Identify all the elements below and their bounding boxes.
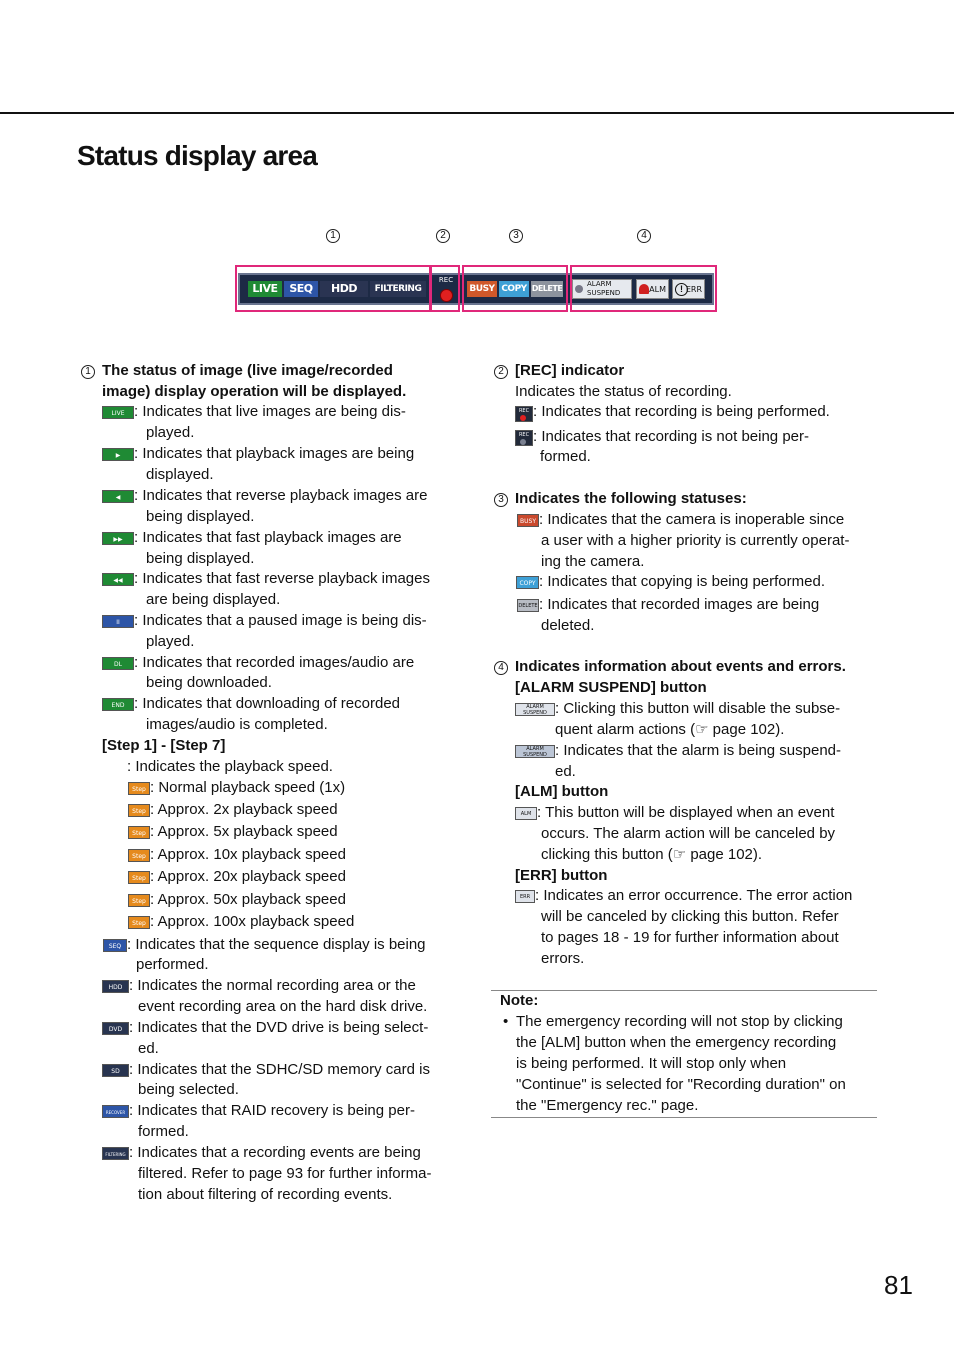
err-desc-l2: will be canceled by clicking this button. Refer: [541, 908, 839, 925]
step1-desc: : Normal playback speed (1x): [150, 779, 346, 796]
delete-desc-l1: : Indicates that recorded images are being: [539, 596, 820, 613]
delete-indicator: DELETE: [531, 281, 563, 297]
rec-on-desc: : Indicates that recording is being performed.: [533, 403, 830, 420]
alarm-suspend-desc2-l1: : Indicates that the alarm is being suspend-: [555, 742, 841, 759]
note-l3: is being performed. It will stop only when: [516, 1055, 787, 1072]
end-desc-l1: : Indicates that downloading of recorded: [134, 695, 401, 712]
seq-desc-l1: : Indicates that the sequence display is being: [127, 936, 426, 953]
pause-desc-l1: : Indicates that a paused image is being dis-: [134, 612, 427, 629]
step-heading: [Step 1] - [Step 7]: [102, 737, 226, 754]
alarm-suspend-icon: ALARM SUSPEND: [515, 703, 555, 716]
filtering-indicator: FILTERING: [370, 281, 426, 297]
copy-indicator: COPY: [499, 281, 529, 297]
note-top-rule: [491, 990, 877, 991]
live-desc-l1: : Indicates that live images are being dis-: [134, 403, 406, 420]
fast-reverse-icon: ◀◀: [102, 573, 134, 586]
header-rule: [0, 112, 954, 114]
step2-icon: Step: [128, 804, 150, 817]
highlight-frame-1: [235, 265, 431, 312]
seq-icon: SEQ: [103, 939, 127, 952]
step4-desc: : Approx. 10x playback speed: [150, 846, 346, 863]
err-desc-l3: to pages 18 - 19 for further information about: [541, 929, 839, 946]
fast-play-icon: ▶▶: [102, 532, 134, 545]
copy-desc: : Indicates that copying is being performed.: [539, 573, 825, 590]
alarm-suspend-desc2-l2: ed.: [555, 763, 576, 780]
step-desc: : Indicates the playback speed.: [127, 758, 333, 775]
hdd-icon: HDD: [102, 980, 129, 993]
seq-desc-l2: performed.: [136, 956, 209, 973]
err-icon: ERR: [515, 890, 535, 903]
error-icon: !: [675, 283, 688, 296]
highlight-frame-3: [462, 265, 568, 312]
err-desc-l1: : Indicates an error occurrence. The error action: [535, 887, 853, 904]
page-number: 81: [884, 1270, 913, 1300]
err-heading: [ERR] button: [515, 867, 608, 884]
alarm-suspend-desc1-l1: : Clicking this button will disable the subse-: [555, 700, 841, 717]
status-heading: Indicates the following statuses:: [515, 490, 747, 507]
raid-desc-l1: : Indicates that RAID recovery is being per-: [129, 1102, 415, 1119]
page-title: Status display area: [77, 140, 318, 171]
play-icon: ▶: [102, 448, 134, 461]
alm-button[interactable]: ALM: [636, 279, 669, 299]
rec-desc: Indicates the status of recording.: [515, 383, 732, 400]
rec-off-desc-l1: : Indicates that recording is not being per-: [533, 428, 809, 445]
busy-desc-l3: ing the camera.: [541, 553, 645, 570]
alarm-suspend-heading: [ALARM SUSPEND] button: [515, 679, 707, 696]
alm-desc-l3: clicking this button (☞ page 102).: [541, 846, 763, 863]
note-bullet: •: [503, 1013, 509, 1030]
note-l5: the "Emergency rec." page.: [516, 1097, 699, 1114]
hdd-desc-l2: event recording area on the hard disk drive.: [138, 998, 428, 1015]
step5-icon: Step: [128, 871, 150, 884]
busy-icon: BUSY: [517, 514, 539, 527]
events-heading: Indicates information about events and errors.: [515, 658, 846, 675]
highlight-frame-2: [430, 265, 460, 312]
alm-desc-l1: : This button will be displayed when an event: [537, 804, 835, 821]
sd-icon: SD: [102, 1064, 129, 1077]
note-heading: Note:: [500, 992, 539, 1009]
rec-off-desc-l2: formed.: [540, 448, 591, 465]
live-icon: LIVE: [102, 406, 134, 419]
alm-heading: [ALM] button: [515, 783, 609, 800]
step5-desc: : Approx. 20x playback speed: [150, 868, 346, 885]
step3-desc: : Approx. 5x playback speed: [150, 823, 338, 840]
highlight-frame-4: [570, 265, 717, 312]
reverse-desc-l1: : Indicates that reverse playback images are: [134, 487, 428, 504]
dl-desc-l2: being downloaded.: [146, 674, 272, 691]
rec-off-lamp-icon: [520, 439, 526, 445]
pause-icon: II: [102, 615, 134, 628]
callout-2: 2: [436, 229, 450, 243]
step6-icon: Step: [128, 894, 150, 907]
rec-on-icon: REC: [515, 406, 533, 422]
end-desc-l2: images/audio is completed.: [146, 716, 328, 733]
note-l1: The emergency recording will not stop by clicking: [516, 1013, 843, 1030]
reverse-play-icon: ◀: [102, 490, 134, 503]
alarm-suspended-icon: ALARM SUSPEND: [515, 745, 555, 758]
seq-indicator: SEQ: [284, 281, 318, 297]
fast-desc-l2: being displayed.: [146, 550, 255, 567]
hdd-indicator: HDD: [320, 281, 368, 297]
fast-reverse-desc-l2: are being displayed.: [146, 591, 281, 608]
pause-desc-l2: played.: [146, 633, 195, 650]
sd-desc-l2: being selected.: [138, 1081, 239, 1098]
note-bottom-rule: [491, 1117, 877, 1118]
step6-desc: : Approx. 50x playback speed: [150, 891, 346, 908]
section-1-heading-l1: The status of image (live image/recorded: [102, 362, 393, 379]
rec-label: REC: [438, 276, 454, 284]
alarm-suspend-desc1-l2: quent alarm actions (☞ page 102).: [555, 721, 785, 738]
filtering-icon: FILTERING: [102, 1147, 129, 1160]
dvd-desc-l2: ed.: [138, 1040, 159, 1057]
dvd-icon: DVD: [102, 1022, 129, 1035]
reverse-desc-l2: being displayed.: [146, 508, 255, 525]
step1-icon: Step: [128, 782, 150, 795]
end-icon: END: [102, 698, 134, 711]
err-button[interactable]: ERR: [672, 279, 705, 299]
section-1-heading-l2: image) display operation will be displayed.: [102, 383, 407, 400]
filtering-desc-l2: filtered. Refer to page 93 for further informa-: [138, 1165, 432, 1182]
note-l4: "Continue" is selected for "Recording duration" on: [516, 1076, 846, 1093]
callout-4: 4: [637, 229, 651, 243]
alarm-suspend-button[interactable]: ALARM SUSPEND: [572, 279, 632, 299]
play-desc-l1: : Indicates that playback images are being: [134, 445, 415, 462]
hdd-desc-l1: : Indicates the normal recording area or the: [129, 977, 416, 994]
callout-1: 1: [326, 229, 340, 243]
step3-icon: Step: [128, 826, 150, 839]
step7-desc: : Approx. 100x playback speed: [150, 913, 355, 930]
dvd-desc-l1: : Indicates that the DVD drive is being select-: [129, 1019, 429, 1036]
callout-3: 3: [509, 229, 523, 243]
recovery-icon: RECOVER: [102, 1105, 129, 1118]
step2-desc: : Approx. 2x playback speed: [150, 801, 338, 818]
play-desc-l2: displayed.: [146, 466, 214, 483]
alm-desc-l2: occurs. The alarm action will be canceled by: [541, 825, 836, 842]
delete-icon: DELETE: [517, 599, 539, 612]
busy-indicator: BUSY: [467, 281, 497, 297]
step4-icon: Step: [128, 849, 150, 862]
filtering-desc-l3: tion about filtering of recording events.: [138, 1186, 393, 1203]
err-desc-l4: errors.: [541, 950, 585, 967]
delete-desc-l2: deleted.: [541, 617, 595, 634]
raid-desc-l2: formed.: [138, 1123, 189, 1140]
fast-desc-l1: : Indicates that fast playback images are: [134, 529, 402, 546]
dl-desc-l1: : Indicates that recorded images/audio are: [134, 654, 415, 671]
section-3-number: 3: [494, 493, 508, 507]
section-4-number: 4: [494, 661, 508, 675]
filtering-desc-l1: : Indicates that a recording events are being: [129, 1144, 421, 1161]
busy-desc-l2: a user with a higher priority is currently operat-: [541, 532, 850, 549]
rec-heading: [REC] indicator: [515, 362, 625, 379]
rec-off-icon: REC: [515, 430, 533, 446]
step7-icon: Step: [128, 916, 150, 929]
copy-icon: COPY: [516, 576, 539, 589]
section-2-number: 2: [494, 365, 508, 379]
rec-on-lamp-icon: [520, 415, 526, 421]
live-indicator: LIVE: [248, 281, 282, 297]
busy-desc-l1: : Indicates that the camera is inoperable since: [539, 511, 845, 528]
alm-icon: ALM: [515, 807, 537, 820]
note-l2: the [ALM] button when the emergency recording: [516, 1034, 837, 1051]
section-1-number: 1: [81, 365, 95, 379]
live-desc-l2: played.: [146, 424, 195, 441]
download-icon: DL: [102, 657, 134, 670]
fast-reverse-desc-l1: : Indicates that fast reverse playback images: [134, 570, 430, 587]
sd-desc-l1: : Indicates that the SDHC/SD memory card is: [129, 1061, 430, 1078]
